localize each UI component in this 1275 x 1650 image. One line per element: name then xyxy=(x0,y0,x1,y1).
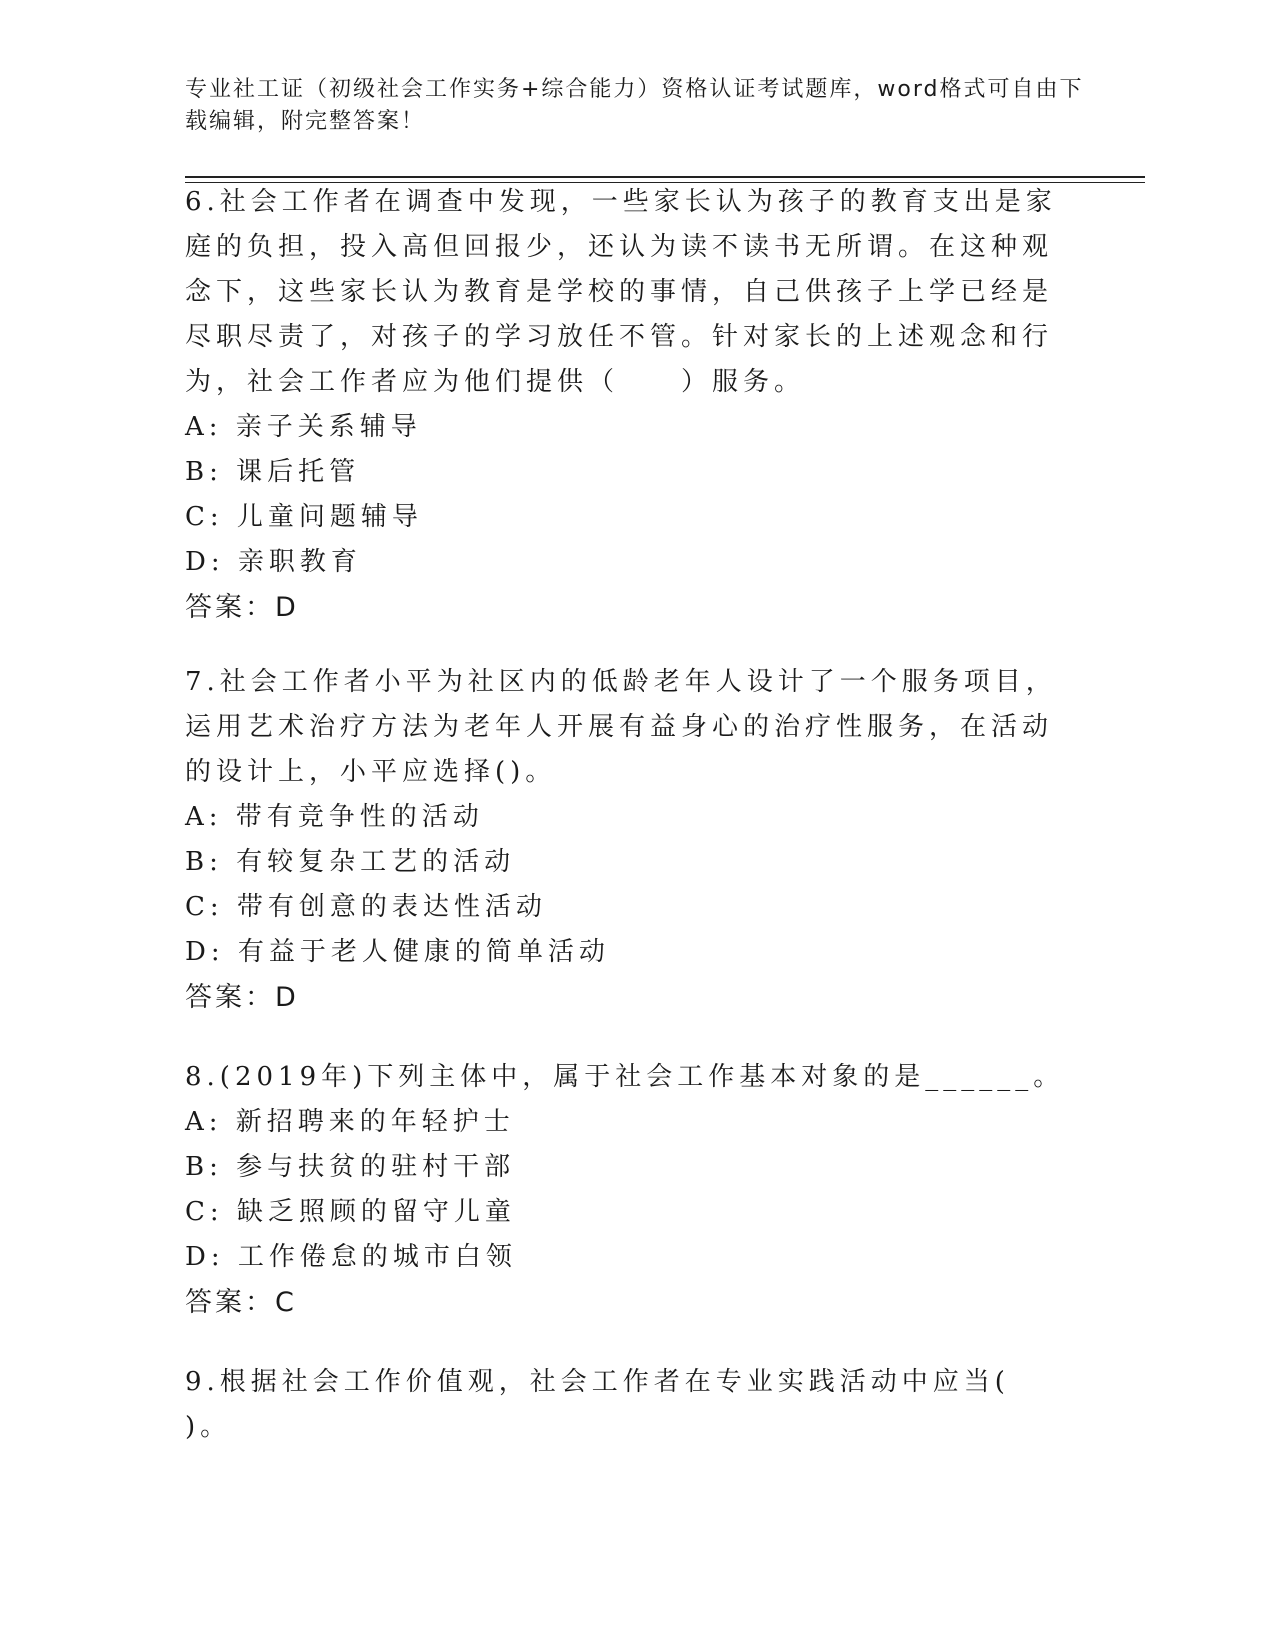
question-6-answer: 答案：D xyxy=(185,592,299,623)
question-7-option-c: C: 带有创意的表达性活动 xyxy=(185,892,547,922)
question-8-text: 8.(2019年)下列主体中，属于社会工作基本对象的是______。 xyxy=(185,1062,1065,1092)
question-8-option-d: D: 工作倦怠的城市白领 xyxy=(185,1242,517,1272)
question-6 xyxy=(185,180,1065,630)
header-divider-thick xyxy=(185,176,1145,178)
question-7-option-a: A: 带有竞争性的活动 xyxy=(185,802,484,832)
question-8 xyxy=(185,1055,1065,1325)
question-7-option-b: B: 有较复杂工艺的活动 xyxy=(185,847,516,877)
question-7-text: 7.社会工作者小平为社区内的低龄老年人设计了一个服务项目，运用艺术治疗方法为老年人开展有益身心的治疗性服务，在活动的设计上，小平应选择()。 xyxy=(185,667,1057,787)
question-8-option-b: B: 参与扶贫的驻村干部 xyxy=(185,1152,516,1182)
document-header: 专业社工证（初级社会工作实务+综合能力）资格认证考试题库，word格式可自由下载编辑，附完整答案！ xyxy=(185,77,1084,134)
question-9-text: 9.根据社会工作价值观，社会工作者在专业实践活动中应当( )。 xyxy=(185,1367,1010,1442)
question-6-option-b: B: 课后托管 xyxy=(185,457,361,487)
question-6-option-a: A: 亲子关系辅导 xyxy=(185,412,422,442)
question-6-text: 6.社会工作者在调查中发现，一些家长认为孩子的教育支出是家庭的负担，投入高但回报少，还认为读不读书无所谓。在这种观念下，这些家长认为教育是学校的事情，自己供孩子上学已经是尽职尽责了，对孩子的学习放任不管。针对家长的上述观念和行为，社会工作者应为他们提供（ ）服务。 xyxy=(185,187,1057,397)
question-8-option-c: C: 缺乏照顾的留守儿童 xyxy=(185,1197,516,1227)
question-6-option-d: D: 亲职教育 xyxy=(185,547,362,577)
question-7-option-d: D: 有益于老人健康的简单活动 xyxy=(185,937,610,967)
question-7 xyxy=(185,660,1065,1020)
question-7-answer: 答案：D xyxy=(185,982,299,1013)
question-8-option-a: A: 新招聘来的年轻护士 xyxy=(185,1107,515,1137)
question-6-option-c: C: 儿童问题辅导 xyxy=(185,502,423,532)
question-8-answer: 答案：C xyxy=(185,1287,297,1318)
question-9 xyxy=(185,1360,1065,1450)
